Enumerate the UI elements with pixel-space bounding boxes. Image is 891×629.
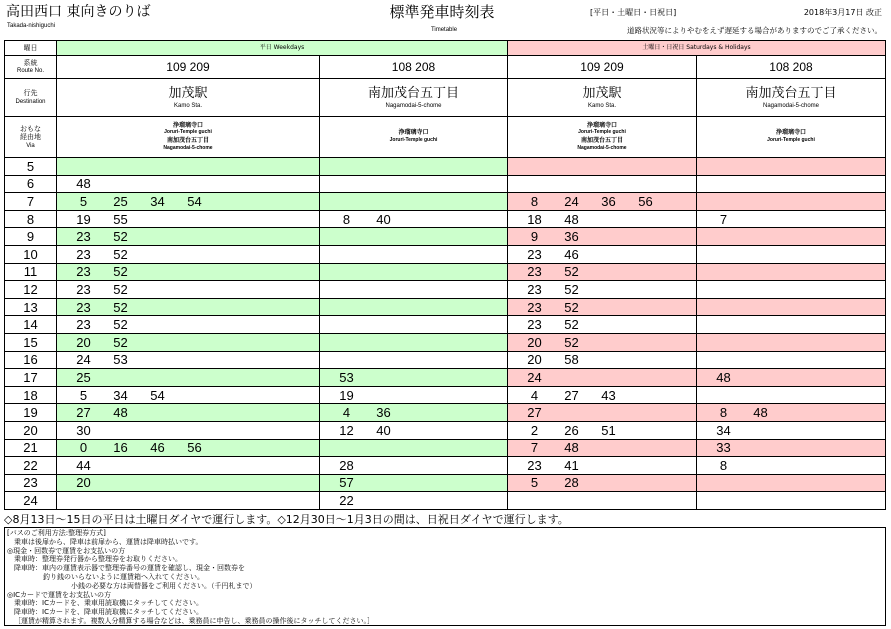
departure-cell bbox=[320, 176, 508, 194]
usage-note-line: 釣り銭のいらないように運賃箱へ入れてください。 bbox=[43, 572, 204, 581]
departure-minute: 43 bbox=[601, 387, 616, 403]
departure-cell bbox=[697, 369, 886, 387]
departure-minute: 52 bbox=[113, 334, 128, 350]
destination-name-en: Nagamodai-5-chome bbox=[385, 102, 442, 109]
departure-cell bbox=[320, 264, 508, 282]
departure-cell bbox=[697, 457, 886, 475]
timetable-title: 標準発車時刻表 bbox=[389, 3, 495, 21]
departure-cell bbox=[320, 158, 508, 176]
departure-minute: 52 bbox=[113, 317, 128, 333]
departure-minute: 46 bbox=[150, 440, 165, 456]
departure-minute: 0 bbox=[79, 440, 88, 456]
departure-cell bbox=[697, 316, 886, 334]
calendar-note: ◇8月13日～15日の平日は土曜日ダイヤで運行します。◇12月30日～1月3日の間は、日祝日ダイヤで運行します。 bbox=[4, 513, 569, 526]
departure-cell bbox=[508, 404, 697, 422]
via-cell bbox=[697, 117, 886, 158]
destination-cell bbox=[320, 79, 508, 117]
departure-minute: 4 bbox=[342, 405, 351, 421]
departure-minute: 27 bbox=[564, 387, 579, 403]
hour-cell: 14 bbox=[5, 316, 57, 334]
departure-minute: 51 bbox=[601, 422, 616, 438]
destination-name: 南加茂台五丁目 bbox=[745, 85, 837, 101]
departure-minute: 36 bbox=[376, 405, 391, 421]
via-stop-en: Joruri-Temple guchi bbox=[767, 137, 815, 143]
departure-minute: 24 bbox=[76, 352, 91, 368]
day-group-label: 土曜日・日祝日 Saturdays & Holidays bbox=[642, 44, 751, 51]
departure-minute: 48 bbox=[113, 405, 128, 421]
hour-cell: 22 bbox=[5, 457, 57, 475]
hour-cell: 24 bbox=[5, 492, 57, 510]
departure-cell bbox=[697, 475, 886, 493]
departure-cell bbox=[320, 440, 508, 458]
via-cell bbox=[57, 117, 320, 158]
departure-minute: 34 bbox=[716, 422, 731, 438]
departure-cell bbox=[320, 246, 508, 264]
departure-cell bbox=[697, 281, 886, 299]
departure-minute: 40 bbox=[376, 211, 391, 227]
usage-note-line: 乗車は後扉から、降車は前扉から、運賃は降車時払いです。 bbox=[14, 537, 203, 546]
departure-minute: 23 bbox=[76, 229, 91, 245]
route-number-cell: 109 209 bbox=[57, 56, 320, 79]
hour-cell: 23 bbox=[5, 475, 57, 493]
departure-cell bbox=[508, 281, 697, 299]
via-stop: 浄瑠璃寺口 bbox=[586, 121, 617, 129]
route-label-cell bbox=[5, 56, 57, 79]
departure-cell bbox=[57, 211, 320, 229]
route-number-cell: 109 209 bbox=[508, 56, 697, 79]
hour-cell: 9 bbox=[5, 228, 57, 246]
via-stop-en: Joruri-Temple guchi bbox=[578, 129, 626, 136]
departure-cell bbox=[697, 193, 886, 211]
delay-notice: 道路状況等によりやむをえず遅延する場合がありますのでご了承ください。 bbox=[627, 26, 882, 35]
destination-label-en: Destination bbox=[15, 98, 46, 105]
departure-cell bbox=[320, 387, 508, 405]
departure-cell bbox=[508, 352, 697, 370]
departure-minute: 23 bbox=[527, 457, 542, 473]
departure-minute: 8 bbox=[530, 193, 539, 209]
departure-cell bbox=[697, 387, 886, 405]
departure-minute: 30 bbox=[76, 422, 91, 438]
hour-cell: 7 bbox=[5, 193, 57, 211]
departure-cell bbox=[57, 316, 320, 334]
hour-cell: 13 bbox=[5, 299, 57, 317]
departure-cell bbox=[57, 264, 320, 282]
departure-minute: 18 bbox=[527, 211, 542, 227]
day-group-holidays bbox=[508, 41, 886, 56]
departure-minute: 26 bbox=[564, 422, 579, 438]
via-label: おもな bbox=[20, 124, 41, 133]
departure-cell bbox=[320, 422, 508, 440]
departure-minute: 52 bbox=[564, 317, 579, 333]
destination-name: 加茂駅 bbox=[168, 85, 208, 101]
departure-cell bbox=[697, 492, 886, 510]
via-stop: 浄瑠璃寺口 bbox=[398, 129, 429, 137]
departure-cell bbox=[57, 228, 320, 246]
departure-minute: 24 bbox=[564, 193, 579, 209]
departure-cell bbox=[508, 299, 697, 317]
hour-cell: 21 bbox=[5, 440, 57, 458]
departure-cell bbox=[57, 404, 320, 422]
departure-minute: 22 bbox=[339, 493, 354, 509]
destination-name-en: Kamo Sta. bbox=[587, 102, 616, 109]
timetable-title-en: Timetable bbox=[430, 27, 458, 33]
departure-cell bbox=[57, 176, 320, 194]
via-stop-en: Joruri-Temple guchi bbox=[389, 137, 438, 143]
departure-minute: 34 bbox=[150, 193, 165, 209]
departure-minute: 23 bbox=[76, 264, 91, 280]
departure-minute: 8 bbox=[719, 405, 728, 421]
departure-minute: 56 bbox=[638, 193, 653, 209]
departure-minute: 23 bbox=[76, 281, 91, 297]
hour-cell: 20 bbox=[5, 422, 57, 440]
departure-cell bbox=[508, 246, 697, 264]
destination-name-en: Kamo Sta. bbox=[173, 102, 202, 109]
day-group-weekdays bbox=[57, 41, 508, 56]
departure-cell bbox=[57, 352, 320, 370]
departure-minute: 24 bbox=[527, 369, 542, 385]
departure-minute: 20 bbox=[527, 352, 542, 368]
departure-minute: 7 bbox=[719, 211, 728, 227]
departure-minute: 23 bbox=[527, 264, 542, 280]
departure-cell bbox=[697, 422, 886, 440]
departure-cell bbox=[320, 457, 508, 475]
usage-note-line: [バスのご利用方法:整理券方式] bbox=[7, 529, 106, 537]
departure-minute: 7 bbox=[530, 440, 539, 456]
stop-name-en: Takada-nishiguchi bbox=[7, 23, 56, 29]
departure-minute: 23 bbox=[76, 317, 91, 333]
route-number-cell: 108 208 bbox=[697, 56, 886, 79]
departure-cell bbox=[508, 228, 697, 246]
departure-cell bbox=[508, 369, 697, 387]
departure-minute: 40 bbox=[376, 422, 391, 438]
departure-minute: 28 bbox=[339, 457, 354, 473]
departure-cell bbox=[508, 492, 697, 510]
usage-note-line: 降車時：車内の運賃表示器で整理券番号の運賃を確認し、現金・回数券を bbox=[14, 564, 245, 573]
departure-cell bbox=[508, 440, 697, 458]
departure-cell bbox=[57, 299, 320, 317]
departure-cell bbox=[320, 369, 508, 387]
departure-cell bbox=[57, 457, 320, 475]
departure-cell bbox=[508, 264, 697, 282]
departure-minute: 48 bbox=[76, 176, 91, 192]
departure-cell bbox=[697, 334, 886, 352]
departure-cell bbox=[320, 299, 508, 317]
departure-minute: 23 bbox=[527, 317, 542, 333]
via-stop-en: Joruri-Temple guchi bbox=[164, 129, 212, 136]
departure-minute: 48 bbox=[564, 440, 579, 456]
hour-cell: 19 bbox=[5, 404, 57, 422]
departure-minute: 48 bbox=[564, 211, 579, 227]
departure-minute: 2 bbox=[530, 422, 539, 438]
departure-cell bbox=[320, 475, 508, 493]
departure-minute: 20 bbox=[76, 475, 91, 491]
via-stop-en: Nagamodai-5-chome bbox=[163, 144, 213, 151]
via-stop: 南加茂台五丁目 bbox=[166, 137, 209, 144]
departure-cell bbox=[320, 281, 508, 299]
via-cell bbox=[320, 117, 508, 158]
departure-cell bbox=[697, 404, 886, 422]
departure-minute: 52 bbox=[564, 281, 579, 297]
departure-cell bbox=[508, 316, 697, 334]
departure-minute: 36 bbox=[601, 193, 616, 209]
departure-minute: 20 bbox=[76, 334, 91, 350]
departure-cell bbox=[697, 176, 886, 194]
departure-cell bbox=[57, 440, 320, 458]
departure-minute: 25 bbox=[76, 369, 91, 385]
departure-cell bbox=[57, 387, 320, 405]
departure-minute: 44 bbox=[76, 457, 91, 473]
departure-cell bbox=[57, 475, 320, 493]
departure-cell bbox=[508, 211, 697, 229]
departure-cell bbox=[697, 440, 886, 458]
departure-cell bbox=[320, 334, 508, 352]
departure-cell bbox=[57, 246, 320, 264]
departure-cell bbox=[57, 334, 320, 352]
departure-minute: 55 bbox=[113, 211, 128, 227]
departure-cell bbox=[57, 158, 320, 176]
departure-cell bbox=[320, 352, 508, 370]
day-label: 曜日 bbox=[23, 43, 38, 52]
usage-note-line: 乗車時：整理券発行器から整理券をお取りください。 bbox=[14, 555, 182, 564]
departure-minute: 28 bbox=[564, 475, 579, 491]
usage-note-line: ［運賃が精算されます。複数人分精算する場合などは、乗務員に申告し、乗務員の操作後にタッチしてください。］ bbox=[14, 616, 374, 625]
departure-minute: 53 bbox=[113, 352, 128, 368]
departure-cell bbox=[508, 457, 697, 475]
departure-minute: 52 bbox=[113, 299, 128, 315]
departure-minute: 48 bbox=[716, 369, 731, 385]
via-label: 経由地 bbox=[20, 133, 41, 141]
day-group-label: 平日 Weekdays bbox=[259, 44, 305, 51]
stop-name: 高田西口 東向きのりば bbox=[6, 4, 151, 20]
destination-cell bbox=[697, 79, 886, 117]
departure-cell bbox=[697, 158, 886, 176]
via-stop-en: Nagamodai-5-chome bbox=[577, 144, 627, 151]
departure-minute: 27 bbox=[76, 405, 91, 421]
departure-cell bbox=[57, 369, 320, 387]
destination-name-en: Nagamodai-5-chome bbox=[762, 102, 820, 109]
departure-minute: 23 bbox=[76, 299, 91, 315]
departure-minute: 25 bbox=[113, 193, 128, 209]
usage-notes bbox=[4, 527, 886, 626]
departure-minute: 27 bbox=[527, 405, 542, 421]
departure-cell bbox=[508, 193, 697, 211]
via-cell bbox=[508, 117, 697, 158]
departure-cell bbox=[320, 492, 508, 510]
departure-minute: 8 bbox=[719, 457, 728, 473]
departure-minute: 52 bbox=[113, 229, 128, 245]
departure-minute: 16 bbox=[113, 440, 128, 456]
hour-cell: 6 bbox=[5, 176, 57, 194]
departure-minute: 52 bbox=[564, 264, 579, 280]
departure-minute: 57 bbox=[339, 475, 354, 491]
hour-cell: 17 bbox=[5, 369, 57, 387]
departure-minute: 56 bbox=[187, 440, 202, 456]
departure-minute: 23 bbox=[76, 246, 91, 262]
hour-cell: 11 bbox=[5, 264, 57, 282]
departure-cell bbox=[320, 316, 508, 334]
destination-name: 南加茂台五丁目 bbox=[367, 85, 459, 101]
departure-cell bbox=[57, 422, 320, 440]
hour-cell: 15 bbox=[5, 334, 57, 352]
departure-cell bbox=[508, 158, 697, 176]
departure-minute: 36 bbox=[564, 229, 579, 245]
departure-minute: 58 bbox=[564, 352, 579, 368]
departure-minute: 4 bbox=[530, 387, 539, 403]
departure-minute: 54 bbox=[187, 193, 202, 209]
departure-minute: 52 bbox=[564, 299, 579, 315]
usage-note-line: ◎ICカードで運賃をお支払いの方 bbox=[7, 590, 112, 599]
usage-note-line: 小銭の必要な方は両替器をご利用ください。（千円札まで） bbox=[71, 581, 257, 590]
usage-note-line: ◎現金・回数券で運賃をお支払いの方 bbox=[7, 546, 126, 555]
departure-minute: 23 bbox=[527, 281, 542, 297]
destination-label-cell bbox=[5, 79, 57, 117]
route-label-en: Route No. bbox=[16, 68, 44, 75]
departure-cell bbox=[697, 264, 886, 282]
departure-cell bbox=[320, 404, 508, 422]
departure-minute: 46 bbox=[564, 246, 579, 262]
departure-cell bbox=[320, 211, 508, 229]
departure-minute: 23 bbox=[527, 246, 542, 262]
hour-cell: 18 bbox=[5, 387, 57, 405]
departure-cell bbox=[508, 422, 697, 440]
via-label-cell bbox=[5, 117, 57, 158]
departure-cell bbox=[508, 176, 697, 194]
day-label-cell bbox=[5, 41, 57, 56]
hour-cell: 12 bbox=[5, 281, 57, 299]
departure-minute: 52 bbox=[113, 264, 128, 280]
departure-cell bbox=[697, 228, 886, 246]
departure-cell bbox=[57, 492, 320, 510]
departure-cell bbox=[697, 211, 886, 229]
departure-minute: 34 bbox=[113, 387, 128, 403]
route-number-cell: 108 208 bbox=[320, 56, 508, 79]
revision-date: 2018年3月17日 改正 bbox=[803, 8, 882, 17]
departure-minute: 12 bbox=[339, 422, 354, 438]
hour-cell: 10 bbox=[5, 246, 57, 264]
departure-minute: 48 bbox=[753, 405, 768, 421]
departure-cell bbox=[697, 246, 886, 264]
destination-label: 行先 bbox=[23, 89, 38, 98]
destination-cell bbox=[57, 79, 320, 117]
departure-minute: 5 bbox=[79, 193, 88, 209]
departure-minute: 9 bbox=[530, 229, 539, 245]
departure-minute: 33 bbox=[716, 440, 731, 456]
hour-cell: 16 bbox=[5, 352, 57, 370]
departure-minute: 52 bbox=[113, 246, 128, 262]
hour-cell: 5 bbox=[5, 158, 57, 176]
departure-minute: 5 bbox=[79, 387, 88, 403]
usage-note-line: 乗車時：ICカードを、乗車用読取機にタッチしてください。 bbox=[14, 599, 203, 608]
via-stop: 南加茂台五丁目 bbox=[580, 137, 623, 144]
departure-minute: 8 bbox=[342, 211, 351, 227]
destination-name: 加茂駅 bbox=[582, 85, 622, 101]
departure-minute: 5 bbox=[530, 475, 539, 491]
departure-cell bbox=[57, 281, 320, 299]
departure-cell bbox=[508, 387, 697, 405]
departure-minute: 54 bbox=[150, 387, 165, 403]
destination-cell bbox=[508, 79, 697, 117]
departure-cell bbox=[320, 193, 508, 211]
departure-minute: 19 bbox=[339, 387, 354, 403]
departure-minute: 19 bbox=[76, 211, 91, 227]
departure-minute: 52 bbox=[113, 281, 128, 297]
via-stop: 浄瑠璃寺口 bbox=[775, 129, 806, 137]
departure-minute: 41 bbox=[564, 457, 579, 473]
departure-minute: 20 bbox=[527, 334, 542, 350]
timetable-grid bbox=[4, 40, 886, 510]
departure-cell bbox=[508, 334, 697, 352]
departure-cell bbox=[508, 475, 697, 493]
usage-note-line: 降車時：ICカードを、降車用読取機にタッチしてください。 bbox=[14, 608, 203, 617]
via-label-en: Via bbox=[26, 142, 35, 149]
departure-cell bbox=[57, 193, 320, 211]
departure-minute: 53 bbox=[339, 369, 354, 385]
departure-minute: 52 bbox=[564, 334, 579, 350]
departure-minute: 23 bbox=[527, 299, 542, 315]
day-type-legend: [平日・土曜日・日祝日] bbox=[590, 8, 677, 17]
hour-cell: 8 bbox=[5, 211, 57, 229]
departure-cell bbox=[320, 228, 508, 246]
departure-cell bbox=[697, 299, 886, 317]
via-stop: 浄瑠璃寺口 bbox=[172, 121, 203, 129]
route-label: 系統 bbox=[23, 58, 38, 67]
departure-cell bbox=[697, 352, 886, 370]
